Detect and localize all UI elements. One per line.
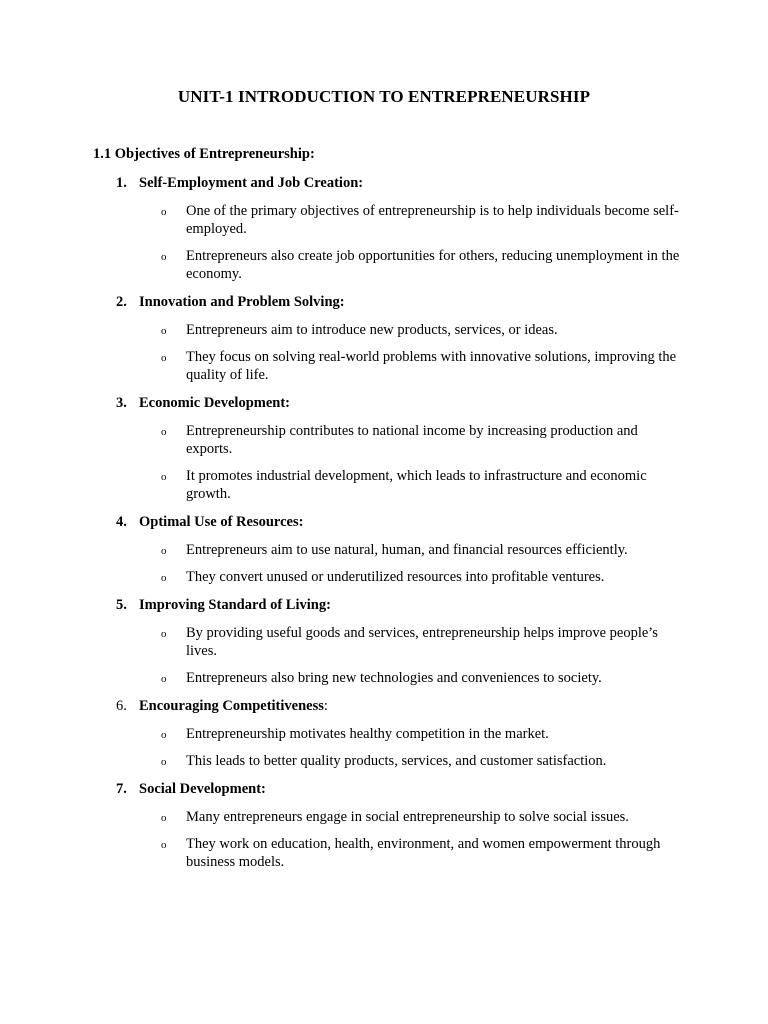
objective-number: 6. (116, 698, 127, 714)
objective-heading (0, 596, 768, 614)
objective-title (139, 596, 331, 614)
objective-heading (0, 174, 768, 192)
objective-item (0, 780, 768, 871)
document-title: UNIT-1 INTRODUCTION TO ENTREPRENEURSHIP (177, 87, 591, 106)
bullet-marker: o (161, 628, 167, 640)
bullet-item (0, 752, 768, 770)
objective-heading (0, 394, 768, 412)
bullet-text: Entrepreneurs also create job opportunities for others, reducing unemployment in the economy. (186, 248, 680, 282)
bullet-text: One of the primary objectives of entrepreneurship is to help individuals become self-employed. (186, 203, 679, 237)
bullet-item (0, 624, 768, 660)
objectives-list (0, 174, 768, 881)
objective-title (139, 780, 266, 798)
objective-item (0, 513, 768, 586)
objective-heading (0, 513, 768, 531)
bullet-text: They work on education, health, environment, and women empowerment through business models. (186, 836, 661, 870)
objective-item (0, 596, 768, 687)
bullet-text: This leads to better quality products, services, and customer satisfaction. (186, 753, 607, 769)
bullet-item (0, 422, 768, 458)
objective-title (139, 174, 363, 192)
bullet-item (0, 202, 768, 238)
objective-number: 1. (116, 175, 127, 191)
bullet-text: It promotes industrial development, which leads to infrastructure and economic growth. (186, 468, 647, 502)
objective-title-text: Economic Development: (139, 395, 291, 411)
bullet-list (0, 808, 768, 871)
bullet-marker: o (161, 572, 167, 584)
objective-number: 7. (116, 781, 127, 797)
bullet-item (0, 835, 768, 871)
bullet-list (0, 202, 768, 283)
bullet-marker: o (161, 812, 167, 824)
objective-item (0, 697, 768, 770)
objective-title-suffix: : (323, 698, 328, 714)
bullet-list (0, 725, 768, 770)
objective-title-text: Encouraging Competitiveness (139, 698, 324, 714)
objective-title-text: Social Development: (139, 781, 266, 797)
objective-title (139, 293, 345, 311)
objective-number: 3. (116, 395, 127, 411)
bullet-list (0, 321, 768, 384)
bullet-item (0, 321, 768, 339)
bullet-marker: o (161, 756, 167, 768)
bullet-marker: o (161, 839, 167, 851)
objective-number: 2. (116, 294, 127, 310)
bullet-list (0, 541, 768, 586)
objective-heading (0, 293, 768, 311)
bullet-marker: o (161, 352, 167, 364)
bullet-item (0, 348, 768, 384)
bullet-marker: o (161, 471, 167, 483)
bullet-list (0, 624, 768, 687)
bullet-list (0, 422, 768, 503)
objective-number: 5. (116, 597, 127, 613)
objective-item (0, 394, 768, 503)
objective-title (139, 394, 290, 412)
bullet-item (0, 669, 768, 687)
bullet-marker: o (161, 325, 167, 337)
objective-title-text: Innovation and Problem Solving: (139, 294, 345, 310)
bullet-marker: o (161, 251, 167, 263)
objective-number: 4. (116, 514, 127, 530)
bullet-text: Many entrepreneurs engage in social entrepreneurship to solve social issues. (186, 809, 629, 825)
bullet-text: Entrepreneurs aim to use natural, human, and financial resources efficiently. (186, 542, 628, 558)
bullet-item (0, 541, 768, 559)
bullet-item (0, 808, 768, 826)
bullet-marker: o (161, 729, 167, 741)
bullet-item (0, 568, 768, 586)
bullet-marker: o (161, 545, 167, 557)
objective-item (0, 174, 768, 283)
bullet-text: They convert unused or underutilized resources into profitable ventures. (186, 569, 605, 585)
bullet-item (0, 725, 768, 743)
objective-heading (0, 780, 768, 798)
objective-title (139, 513, 303, 531)
bullet-text: Entrepreneurs aim to introduce new products, services, or ideas. (186, 322, 558, 338)
bullet-text: Entrepreneurship motivates healthy competition in the market. (186, 726, 549, 742)
bullet-text: Entrepreneurs also bring new technologies and conveniences to society. (186, 670, 602, 686)
bullet-text: By providing useful goods and services, entrepreneurship helps improve people’s lives. (186, 625, 658, 659)
objective-title-text: Self-Employment and Job Creation: (139, 175, 364, 191)
objective-title-text: Optimal Use of Resources: (139, 514, 304, 530)
objective-title (139, 697, 328, 715)
section-heading: 1.1 Objectives of Entrepreneurship: (93, 146, 315, 162)
bullet-marker: o (161, 426, 167, 438)
bullet-item (0, 467, 768, 503)
bullet-text: They focus on solving real-world problems with innovative solutions, improving the quality of life. (186, 349, 677, 383)
objective-item (0, 293, 768, 384)
objective-title-text: Improving Standard of Living: (139, 597, 331, 613)
bullet-marker: o (161, 206, 167, 218)
objective-heading (0, 697, 768, 715)
bullet-text: Entrepreneurship contributes to national income by increasing production and exports. (186, 423, 638, 457)
bullet-item (0, 247, 768, 283)
bullet-marker: o (161, 673, 167, 685)
